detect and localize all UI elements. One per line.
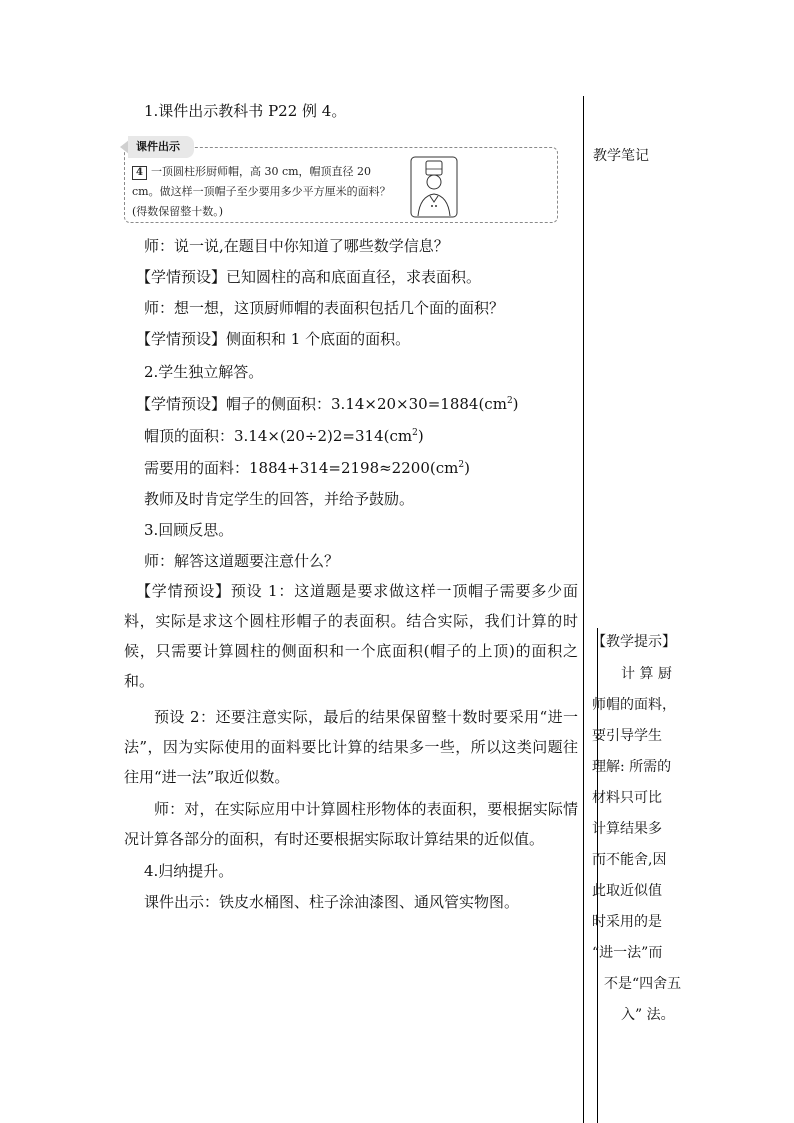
step-4: 4.归纳提升。 bbox=[144, 862, 234, 880]
teacher-question-1: 师：说一说,在题目中你知道了哪些数学信息？ bbox=[144, 237, 449, 255]
calc-top-area: 帽顶的面积：$3.14\times(20\div 2)2=314(cm^2)$ bbox=[144, 427, 424, 445]
teacher-summary: 师：对，在实际应用中计算圆柱形物体的表面积，要根据实际情况计算各部分的面积，有时还要根据实际取计算结果的近似值。 bbox=[124, 800, 578, 848]
problem-text bbox=[132, 162, 394, 222]
step-1: 1.课件出示教科书 P22 例 4。 bbox=[144, 102, 347, 120]
step-3: 3.回顾反思。 bbox=[144, 521, 234, 539]
teaching-tip-heading: 【教学提示】 bbox=[592, 634, 676, 650]
calc-total: 需要用的面料：$1884+314=2198\approx 2200(cm^2)$ bbox=[144, 459, 470, 477]
preset-paragraph-2: 预设 2：还要注意实际，最后的结果保留整十数时要采用“进一法”，因为实际使用的面料要比计算的结果多一些，所以这类问题往往用“进一法”取近似数。 bbox=[124, 708, 578, 786]
teaching-tip-line: 计算结果多 bbox=[592, 821, 662, 837]
teaching-tip-line: 而不能舍,因 bbox=[592, 852, 667, 868]
teaching-tip-line: 计 算 厨 bbox=[621, 666, 672, 682]
teaching-tip-line: 不是“四舍五 bbox=[604, 976, 682, 992]
teacher-question-2: 师：想一想，这顶厨师帽的表面积包括几个面的面积？ bbox=[144, 299, 505, 317]
teaching-tip-line: 要引导学生 bbox=[592, 728, 662, 744]
step-2: 2.学生独立解答。 bbox=[144, 363, 264, 381]
step-4-text: 课件出示：铁皮水桶图、柱子涂油漆图、通风管实物图。 bbox=[144, 893, 520, 911]
preset-1: 【学情预设】已知圆柱的高和底面直径，求表面积。 bbox=[136, 268, 482, 286]
preset-paragraph-1: 【学情预设】预设 1：这道题是要求做这样一顶帽子需要多少面料，实际是求这个圆柱形帽子的表面积。结合实际，我们计算的时候，只需要计算圆柱的侧面积和一个底面积(帽子的上顶)的面积之和。 bbox=[124, 582, 578, 690]
problem-number: 4 bbox=[132, 166, 147, 180]
teaching-notes-heading: 教学笔记 bbox=[593, 148, 649, 164]
courseware-tab: 课件出示 bbox=[128, 136, 194, 158]
teaching-tip-line: 理解: 所需的 bbox=[592, 759, 672, 775]
teaching-tip-line: 此取近似值 bbox=[592, 883, 662, 899]
column-divider bbox=[583, 96, 584, 1123]
teacher-feedback: 教师及时肯定学生的回答，并给予鼓励。 bbox=[144, 490, 415, 508]
teaching-tip-line: 师帽的面料， bbox=[592, 697, 676, 713]
teaching-tip-line: 时采用的是 bbox=[592, 914, 662, 930]
preset-2: 【学情预设】侧面积和 1 个底面的面积。 bbox=[136, 330, 411, 348]
chef-illustration bbox=[410, 156, 458, 218]
calc-side-area: 【学情预设】帽子的侧面积：$3.14\times 20\times 30=1884(cm^2)$ bbox=[136, 395, 519, 413]
teaching-tip-line: 材料只可比 bbox=[592, 790, 662, 806]
teaching-tip-line: “进一法”而 bbox=[592, 945, 663, 961]
teaching-tip-line: 入” 法。 bbox=[621, 1007, 675, 1023]
problem-body: 一顶圆柱形厨师帽，高 30 cm，帽顶直径 20 cm。做这样一顶帽子至少要用多少平方厘米的面料？(得数保留整十数。) bbox=[132, 165, 391, 218]
teacher-question-3: 师：解答这道题要注意什么？ bbox=[144, 552, 340, 570]
